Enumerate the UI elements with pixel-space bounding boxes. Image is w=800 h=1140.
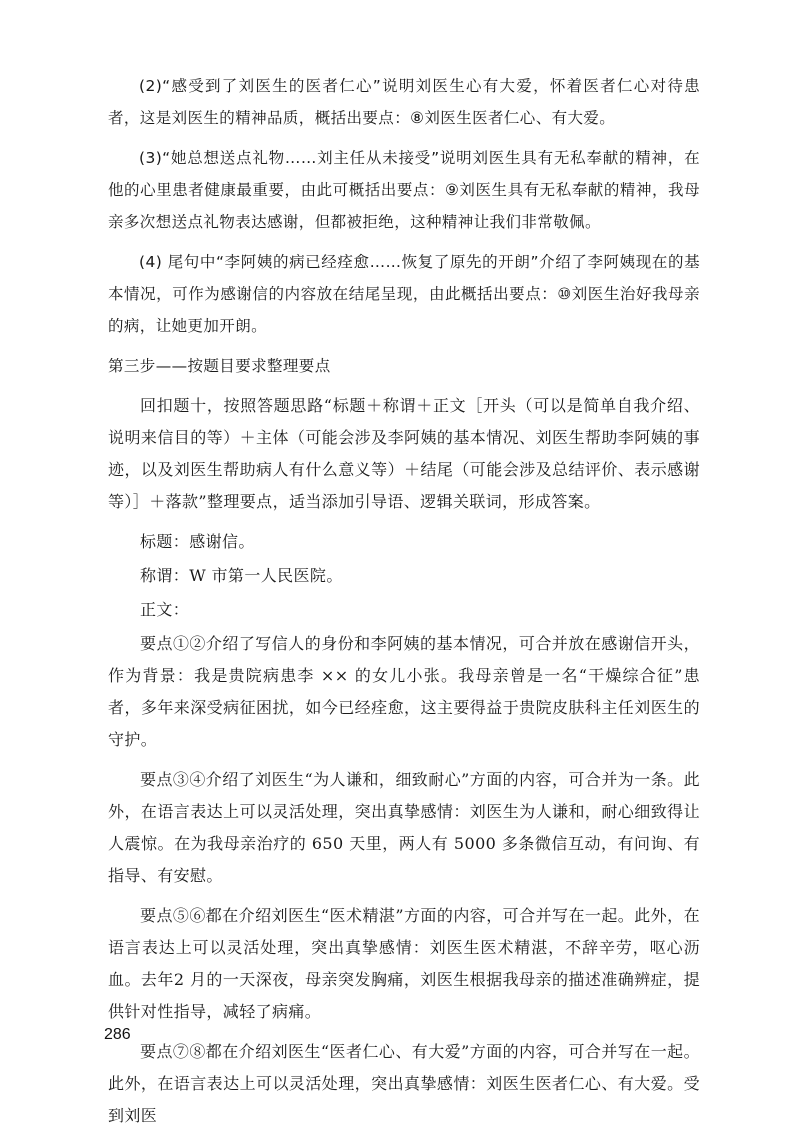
paragraph-answer-approach: 回扣题十，按照答题思路“标题＋称谓＋正文［开头（可以是简单自我介绍、说明来信目的等）＋主体（可能会涉及李阿姨的基本情况、刘医生帮助李阿姨的事迹，以及刘医生帮助病人有什么意义等）＋结尾（可能会涉及总结评价、表示感谢等）］＋落款”整理要点，适当添加引导语、逻辑关联词，形成答案。: [108, 396, 700, 511]
page-number: 286: [104, 1026, 131, 1043]
paragraph-title-line: 标题：感谢信。: [140, 532, 255, 551]
paragraph-points-5-6: 要点⑤⑥都在介绍刘医生“医术精湛”方面的内容，可合并写在一起。此外，在语言表达上可以灵活处理，突出真挚感情：刘医生医术精湛，不辞辛劳，呕心沥血。去年2 月的一天深夜，母亲突发胸痛，刘医生根据我母亲的描述准确辨症，提供针对性指导，减轻了病痛。: [108, 906, 700, 1021]
paragraph-points-3-4: 要点③④介绍了刘医生“为人谦和，细致耐心”方面的内容，可合并为一条。此外，在语言表达上可以灵活处理，突出真挚感情：刘医生为人谦和，耐心细致得让人震惊。在为我母亲治疗的 650 天里，两人有 5000 多条微信互动，有问询、有指导、有安慰。: [108, 770, 700, 885]
paragraph-point-3: (3)“她总想送点礼物……刘主任从未接受”说明刘医生具有无私奉献的精神，在他的心里患者健康最重要，由此可概括出要点：⑨刘医生具有无私奉献的精神，我母亲多次想送点礼物表达感谢，但都被拒绝，这种精神让我们非常敬佩。: [108, 149, 700, 231]
paragraph-points-1-2: 要点①②介绍了写信人的身份和李阿姨的基本情况，可合并放在感谢信开头，作为背景：我是贵院病患李 ×× 的女儿小张。我母亲曾是一名“干燥综合征”患者，多年来深受病征困扰，如今已经痊愈，这主要得益于贵院皮肤科主任刘医生的守护。: [108, 634, 700, 749]
section-heading-step-3: 第三步——按题目要求整理要点: [108, 357, 331, 375]
paragraph-points-7-8: 要点⑦⑧都在介绍刘医生“医者仁心、有大爱”方面的内容，可合并写在一起。此外，在语言表达上可以灵活处理，突出真挚感情：刘医生医者仁心、有大爱。受到刘医: [108, 1042, 700, 1125]
paragraph-body-label: 正文：: [140, 600, 190, 619]
body-text: [108, 70, 700, 1140]
paragraph-point-4: (4) 尾句中“李阿姨的病已经痊愈……恢复了原先的开朗”介绍了李阿姨现在的基本情况，可作为感谢信的内容放在结尾呈现，由此概括出要点：⑩刘医生治好我母亲的病，让她更加开朗。: [108, 253, 700, 335]
paragraph-point-2: (2)“感受到了刘医生的医者仁心”说明刘医生心有大爱，怀着医者仁心对待患者，这是刘医生的精神品质，概括出要点：⑧刘医生医者仁心、有大爱。: [108, 77, 700, 127]
paragraph-salutation-line: 称谓：W 市第一人民医院。: [140, 566, 343, 585]
